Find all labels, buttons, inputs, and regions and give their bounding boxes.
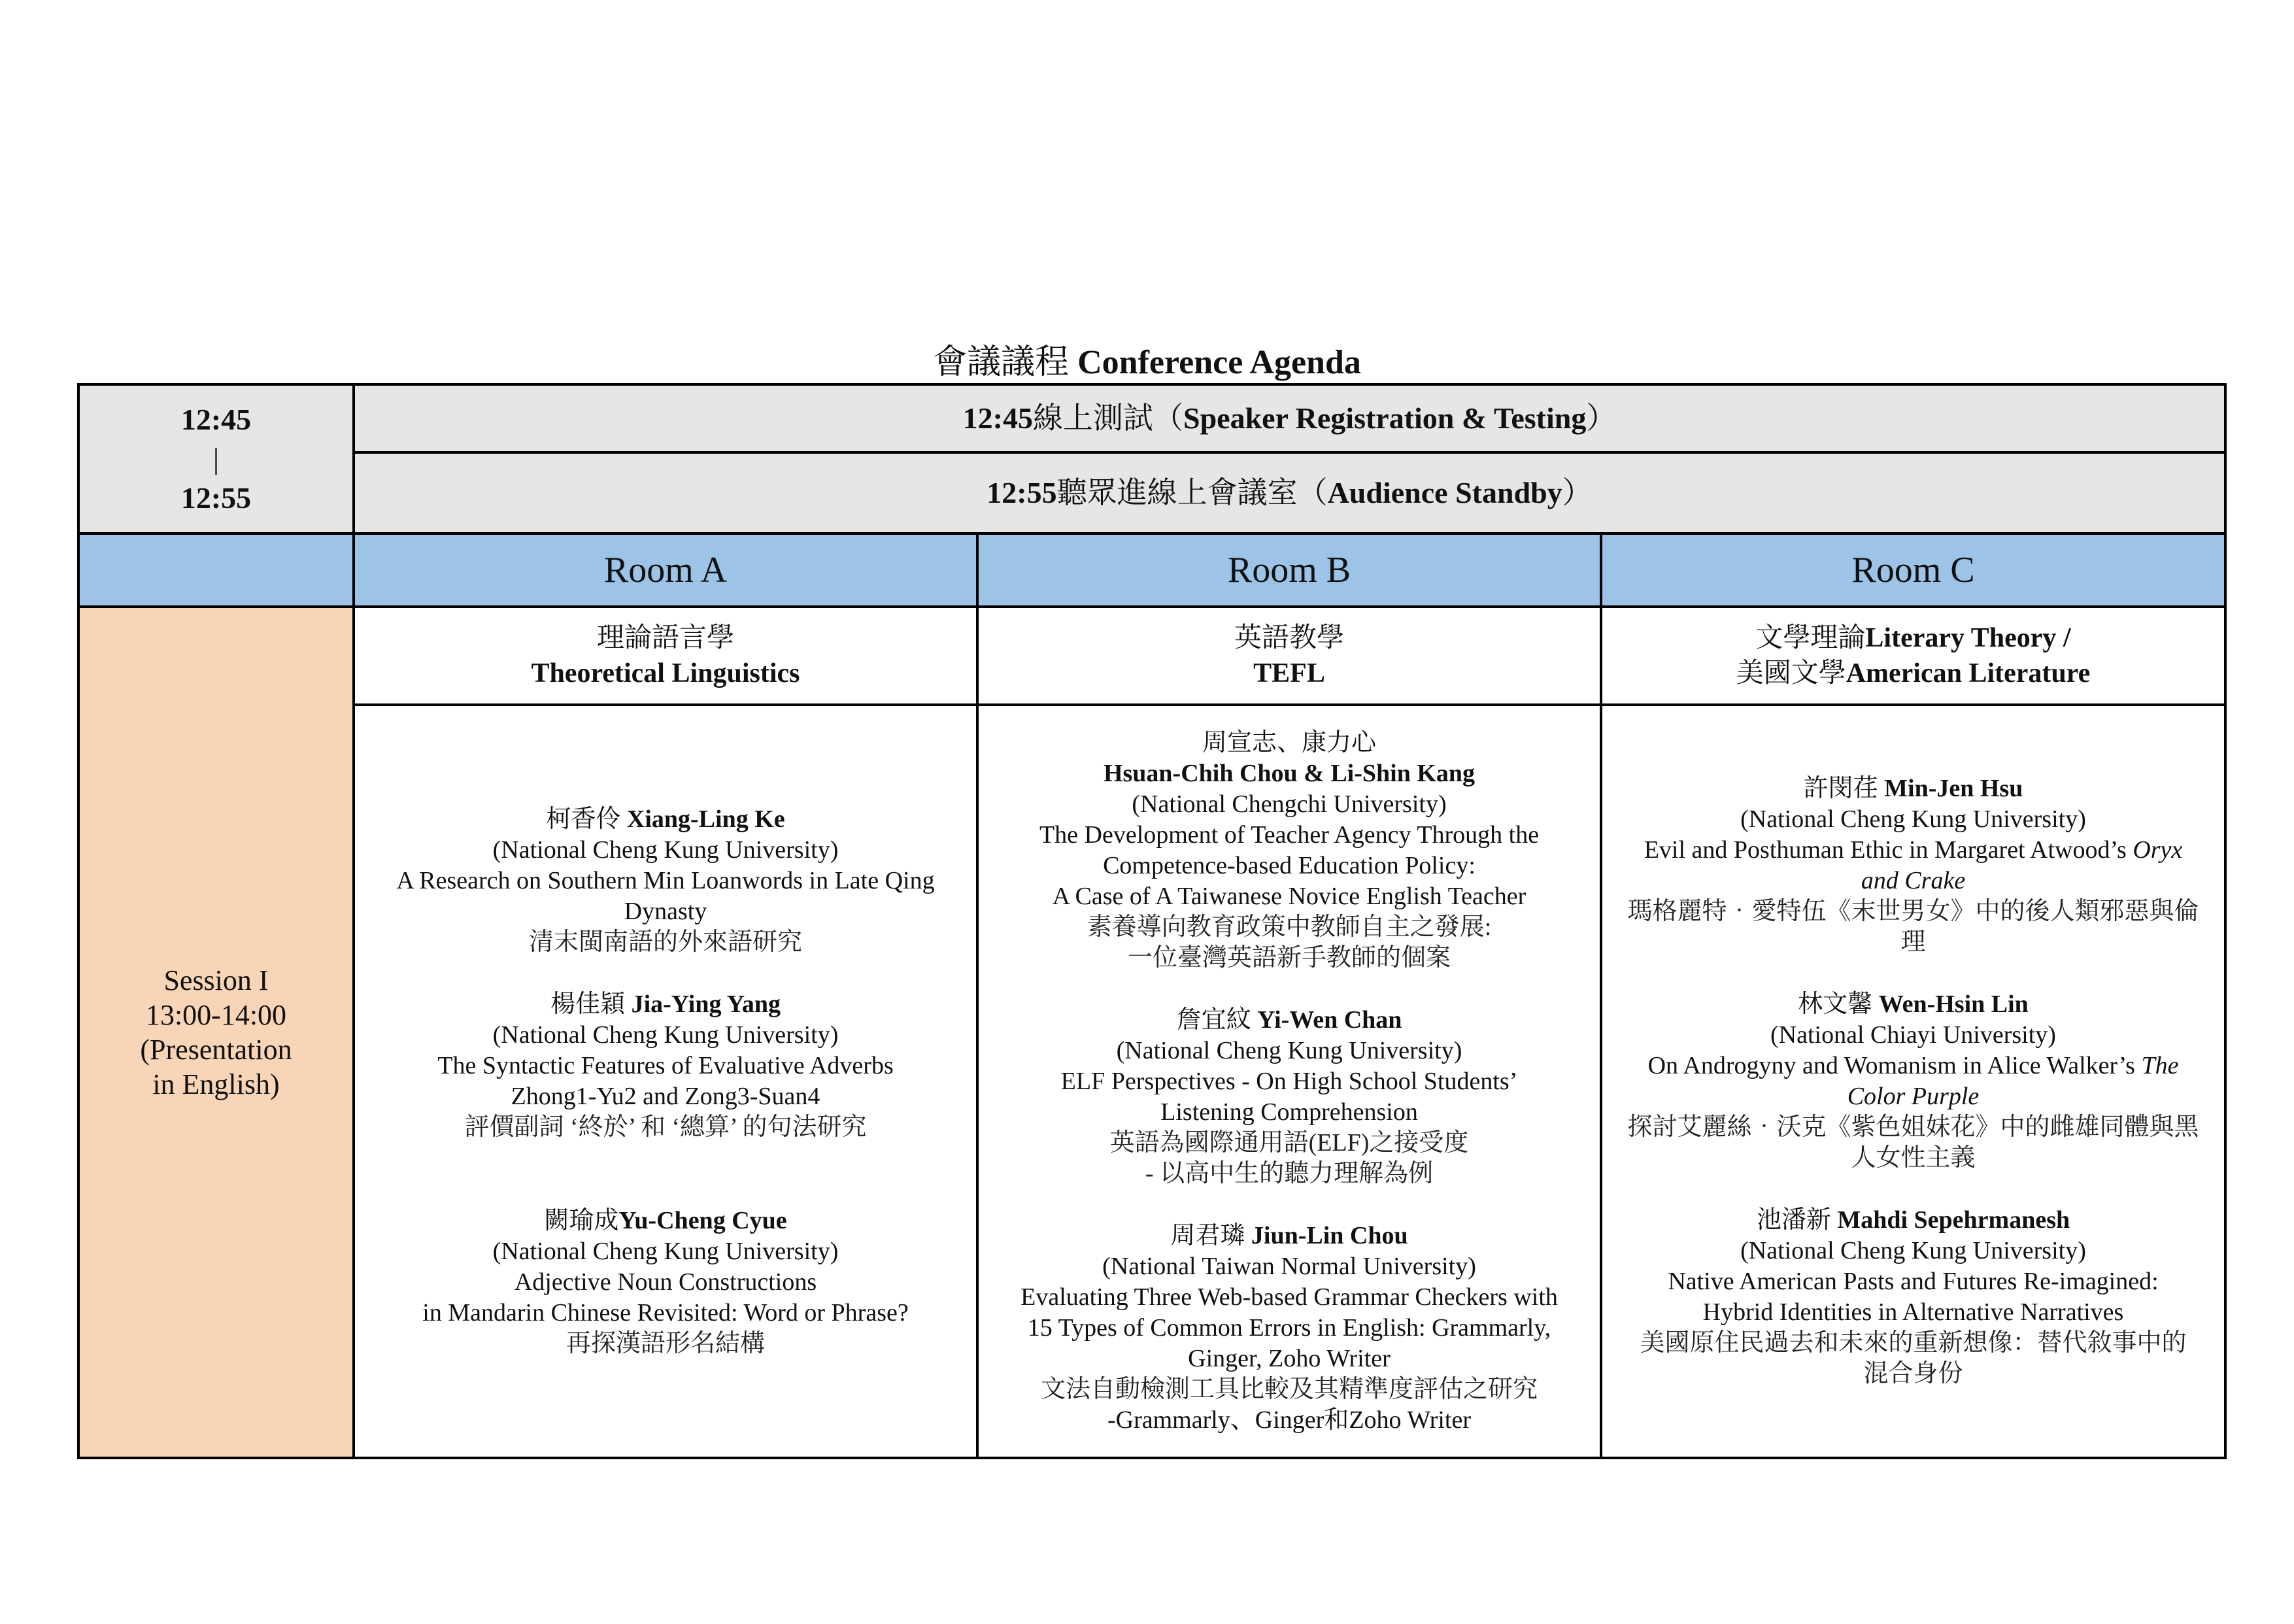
author-en: Jiun-Lin Chou (1251, 1221, 1408, 1249)
time-end: 12:55 (180, 481, 252, 515)
paper-title-en: ELF Perspectives - On High School Students’ (1060, 1067, 1518, 1095)
paper-title-zh: 評價副詞 ‘終於’ 和 ‘總算’ 的句法研究 (464, 1113, 867, 1141)
affiliation: (National Cheng Kung University) (1740, 1237, 2086, 1264)
paper-entry (987, 1221, 1592, 1436)
affiliation: (National Taiwan Normal University) (1102, 1252, 1476, 1280)
paper-title-en-3: A Case of A Taiwanese Novice English Teacher (1052, 882, 1527, 910)
registration-row: 12:45線上測試（Speaker Registration & Testing） (354, 384, 2225, 452)
paper-title-en: Adjective Noun Constructions (514, 1268, 817, 1296)
paper-title-zh: 瑪格麗特‧愛特伍《末世男女》中的後人類邪惡與倫 (1627, 898, 2199, 925)
paper-title-en-2: Dynasty (624, 897, 707, 925)
author-zh: 柯香伶 (546, 805, 621, 833)
registration-en: Speaker Registration & Testing (1183, 401, 1587, 435)
paper-title-zh-2: 理 (1900, 928, 1926, 956)
author-en: Hsuan-Chih Chou & Li-Shin Kang (1103, 759, 1476, 787)
paper-entry (987, 728, 1592, 973)
room-b-papers (977, 705, 1601, 1458)
affiliation: (National Cheng Kung University) (492, 836, 839, 864)
standby-zh: 聽眾進線上會議室 (1056, 476, 1298, 509)
track-c-zh-1: 文學理論 (1755, 623, 1866, 653)
paper-title-zh-2: -Grammarly、Ginger和Zoho Writer (1107, 1406, 1471, 1434)
room-c-papers (1601, 705, 2225, 1458)
track-b-en: TEFL (1253, 658, 1325, 688)
paper-title-en: A Research on Southern Min Loanwords in Late Qing (396, 866, 935, 894)
title-en: Conference Agenda (1077, 344, 1361, 381)
paper-entry (1610, 1205, 2216, 1389)
paper-title-italic: The (2141, 1052, 2179, 1079)
paper-title-en: The Development of Teacher Agency Through the (1039, 820, 1540, 849)
registration-time: 12:45 (962, 401, 1033, 435)
paper-title-zh: 探討艾麗絲‧沃克《紫色姐妹花》中的雌雄同體與黑 (1627, 1113, 2199, 1141)
standby-row: 12:55聽眾進線上會議室（Audience Standby） (354, 452, 2225, 533)
track-room-b (977, 607, 1601, 705)
author-en: Jia-Ying Yang (631, 990, 781, 1018)
time-start: 12:45 (180, 403, 252, 436)
paper-title-zh: 文法自動檢測工具比較及其精準度評估之研究 (1040, 1375, 1538, 1403)
affiliation: (National Chengchi University) (1132, 790, 1447, 818)
paper-entry (363, 1206, 968, 1359)
room-b-header: Room B (977, 533, 1601, 607)
time-block-cell (78, 384, 354, 533)
room-header-blank (78, 533, 354, 607)
track-a-zh: 理論語言學 (596, 623, 734, 653)
affiliation: (National Chiayi University) (1770, 1021, 2056, 1049)
session-time: 13:00-14:00 (145, 999, 287, 1031)
author-en: Wen-Hsin Lin (1878, 990, 2029, 1018)
title-zh: 會議議程 (933, 344, 1070, 381)
room-a-papers (354, 705, 977, 1458)
affiliation: (National Cheng Kung University) (492, 1021, 839, 1049)
paper-title-en: On Androgyny and Womanism in Alice Walker’s (1647, 1052, 2142, 1079)
paper-title-en-2: Zhong1-Yu2 and Zong3-Suan4 (511, 1082, 820, 1110)
room-c-header: Room C (1601, 533, 2225, 607)
paper-title-zh-2: - 以高中生的聽力理解為例 (1145, 1159, 1434, 1187)
paper-title-zh-2: 人女性主義 (1851, 1144, 1976, 1172)
page-title (0, 340, 2294, 386)
standby-en: Audience Standby (1327, 476, 1562, 509)
author-en: Yi-Wen Chan (1257, 1006, 1402, 1034)
paper-title-italic-2: and Crake (1861, 867, 1966, 894)
session-note-1: (Presentation (140, 1034, 292, 1066)
paper-entry (363, 804, 968, 958)
paper-title-en: Evil and Posthuman Ethic in Margaret Atwood’s (1644, 836, 2133, 864)
paper-title-en: The Syntactic Features of Evaluative Adverbs (437, 1051, 894, 1079)
paper-title-en: Evaluating Three Web-based Grammar Checkers with (1020, 1283, 1558, 1311)
paper-title-en-2: 15 Types of Common Errors in English: Grammarly, (1027, 1313, 1551, 1342)
author-zh: 許閔荏 (1803, 775, 1878, 802)
paper-title-zh: 素養導向教育政策中教師自主之發展: (1087, 913, 1492, 941)
author-zh: 周宣志、康力心 (1202, 728, 1376, 756)
author-zh: 楊佳穎 (550, 990, 626, 1018)
paper-title-zh: 再探漢語形名結構 (565, 1329, 765, 1357)
paper-title-en: Native American Pasts and Futures Re-imagined: (1668, 1268, 2159, 1295)
paper-title-italic: Oryx (2133, 836, 2183, 864)
affiliation: (National Cheng Kung University) (492, 1237, 839, 1265)
track-room-c (1601, 607, 2225, 705)
paper-title-italic-2: Color Purple (1847, 1083, 1980, 1110)
standby-time: 12:55 (987, 476, 1057, 509)
author-zh: 闕瑜成 (544, 1206, 619, 1234)
registration-zh: 線上測試 (1032, 401, 1153, 435)
track-b-zh: 英語教學 (1234, 623, 1344, 653)
affiliation: (National Cheng Kung University) (1116, 1036, 1462, 1064)
paper-entry (987, 1005, 1592, 1189)
room-a-header: Room A (354, 533, 977, 607)
paper-title-zh: 美國原住民過去和未來的重新想像：替代敘事中的 (1640, 1329, 2187, 1357)
paper-title-zh-2: 一位臺灣英語新手教師的個案 (1127, 943, 1451, 972)
session-note-2: in English) (152, 1068, 280, 1100)
track-c-zh-2: 美國文學 (1736, 658, 1846, 688)
paper-entry (363, 989, 968, 1143)
session-cell (78, 607, 354, 1458)
track-room-a (354, 607, 977, 705)
paper-title-zh-2: 混合身份 (1863, 1360, 1963, 1387)
author-en: Yu-Cheng Cyue (618, 1206, 787, 1234)
author-en: Mahdi Sepehrmanesh (1837, 1206, 2070, 1234)
paper-entry (1610, 989, 2216, 1174)
track-c-en-1: Literary Theory / (1865, 623, 2071, 653)
paper-title-zh: 清末閩南語的外來語研究 (528, 928, 802, 956)
author-zh: 詹宜紋 (1176, 1006, 1251, 1034)
author-en: Xiang-Ling Ke (626, 805, 785, 833)
paper-title-en-2: in Mandarin Chinese Revisited: Word or Phrase? (422, 1298, 909, 1327)
paper-title-en-2: Competence-based Education Policy: (1103, 851, 1476, 879)
paper-title-en-2: Listening Comprehension (1160, 1098, 1418, 1126)
author-en: Min-Jen Hsu (1884, 775, 2023, 802)
paper-title-en-2: Hybrid Identities in Alternative Narratives (1702, 1298, 2124, 1326)
author-zh: 周君璘 (1170, 1221, 1245, 1249)
paper-title-zh: 英語為國際通用語(ELF)之接受度 (1109, 1128, 1469, 1157)
affiliation: (National Cheng Kung University) (1740, 805, 2086, 833)
agenda-table (77, 383, 2227, 1459)
author-zh: 林文馨 (1798, 990, 1873, 1018)
track-a-en: Theoretical Linguistics (531, 658, 800, 688)
paper-title-en-3: Ginger, Zoho Writer (1188, 1344, 1391, 1372)
paper-entry (1610, 773, 2216, 958)
track-c-en-2: American Literature (1846, 658, 2091, 688)
session-name: Session I (163, 964, 269, 996)
time-separator: | (212, 442, 220, 475)
author-zh: 池潘新 (1756, 1206, 1831, 1234)
